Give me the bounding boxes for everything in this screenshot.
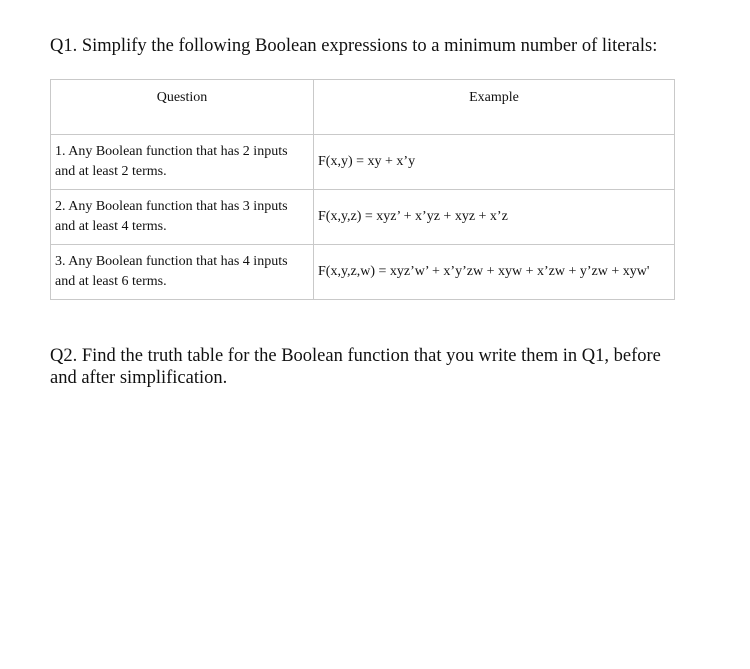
table-row [51,135,675,190]
question-cell: 3. Any Boolean function that has 4 inputs and at least 6 terms. [51,245,314,300]
question-cell: 2. Any Boolean function that has 3 inputs and at least 4 terms. [51,190,314,245]
example-cell: F(x,y,z) = xyz’ + x’yz + xyz + x’z [314,190,675,245]
q2-text: Q2. Find the truth table for the Boolean function that you write them in Q1, before and after simplification. [50,346,661,388]
table-header-row [51,80,675,135]
example-cell: F(x,y) = xy + x’y [314,135,675,190]
question-column-header: Question [51,80,314,135]
questions-table [50,79,675,300]
table-row [51,245,675,300]
table-row [51,190,675,245]
q1-title: Q1. Simplify the following Boolean expressions to a minimum number of literals: [50,36,658,56]
example-column-header: Example [314,80,675,135]
question-cell: 1. Any Boolean function that has 2 inputs and at least 2 terms. [51,135,314,190]
example-cell: F(x,y,z,w) = xyz’w’ + x’y’zw + xyw + x’zw + y’zw + xyw' [314,245,675,300]
